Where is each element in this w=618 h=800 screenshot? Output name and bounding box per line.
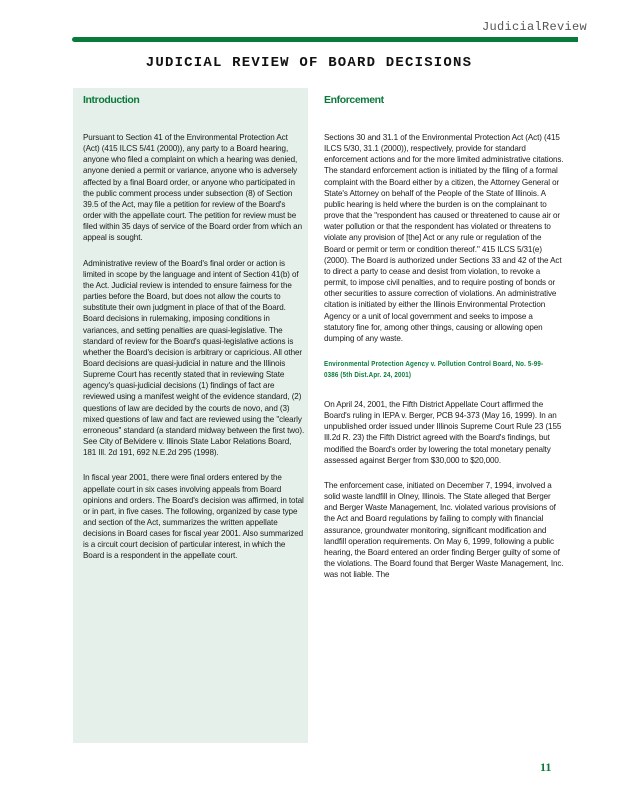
introduction-column <box>83 132 305 576</box>
page-title: JUDICIAL REVIEW OF BOARD DECISIONS <box>145 55 473 71</box>
intro-paragraph: Pursuant to Section 41 of the Environmental Protection Act (Act) (415 ILCS 5/41 (2000)), any party to a Board hearing, anyone who filed a complaint on which a hearing was denied, anyone denied a permit or variance, anyone who is adversely affected by a final Board order, or anyone who participated in the public comment process under subsection (8) of Section 39.5 of the Act, may file a petition for review of the Board's order with the appellate court. The petition for review must be filed within 35 days of service of the Board order from which an appeal is sought. <box>83 133 302 243</box>
intro-paragraph: In fiscal year 2001, there were final orders entered by the appellate court in six cases involving appeals from Board opinions and orders. The Board's decision was affirmed, in total or in part, in five cases. The following, organized by case type and section of the Act, summarizes the written appellate decisions in Board cases for fiscal year 2001. Also summarized is a circuit court decision of particular interest, in which the Board is a respondent in the appellate court. <box>83 473 304 561</box>
enforcement-heading: Enforcement <box>324 94 384 106</box>
introduction-heading: Introduction <box>83 94 140 106</box>
page-number: 11 <box>540 760 552 774</box>
header-rule <box>72 37 578 42</box>
case-paragraph: On April 24, 2001, the Fifth District Appellate Court affirmed the Board's ruling in IEPA v. Berger, PCB 94-373 (May 16, 1999). In an unpublished order issued under Illinois Supreme Court Rule 23 (155 Ill.2d R. 23) the Fifth District agreed with the Board's findings, but modified the Board's order by lowering the total monetary penalty assessed against Berger from $30,000 to $20,000. <box>324 399 562 465</box>
enforcement-paragraph: Sections 30 and 31.1 of the Environmental Protection Act (Act) (415 ILCS 5/30, 31.1 (2000)), respectively, provide for standard enforcement actions and for the more limited administrative citations. The standard enforcement action is initiated by the filing of a formal complaint with the Board either by a citizen, the Attorney General or State's Attorney on behalf of the People of the State of Illinois. A public hearing is held where the burden is on the complainant to prove that the "respondent has caused or threatened to cause air or water pollution or that the respondent has violated or threatens to violate any provision of [the] Act or any rule or regulation of the Board or permit or term or condition thereof." 415 ILCS 5/31(e) (2000). The Board is authorized under Sections 33 and 42 of the Act to direct a party to cease and desist from violation, to revoke a permit, to impose civil penalties, and to require posting of bonds or other securities to assure correction of violations. An administrative citation is initiated by either the Illinois Environmental Protection Agency or a unit of local government and seeks to impose a statutory fine for, among other things, causing or allowing open dumping of any waste. <box>324 133 564 343</box>
intro-paragraph: Administrative review of the Board's final order or action is limited in scope by the language and intent of Section 41(b) of the Act. Judicial review is intended to ensure fairness for the parties before the Board, but does not allow the courts to substitute their own judgment in place of that of the Board. Board decisions in rulemaking, imposing conditions in variances, and setting penalties are quasi-legislative. The standard of review for the Board's quasi-legislative actions is whether the Board's decision is arbitrary or capricious. All other Board decisions are quasi-judicial in nature and the Illinois Supreme Court has recently stated that in reviewing State agency's quasi-judicial decisions (1) findings of fact are reviewed using a manifest weight of the evidence standard, (2) questions of law are decided by the courts de novo, and (3) mixed questions of law and fact are reviewed using the "clearly erroneous" standard (a standard midway between the first two). See City of Belvidere v. Illinois State Labor Relations Board, 181 Ill. 2d 191, 692 N.E.2d 295 (1998). <box>83 258 305 458</box>
enforcement-column <box>324 132 564 594</box>
case-paragraph: The enforcement case, initiated on December 7, 1994, involved a solid waste landfill in Olney, Illinois. The State alleged that Berger and Berger Waste Management, Inc. violated various provisions of the Act and Board regulations by failing to comply with financial assurance, groundwater monitoring, significant modification and landfill operation requirements. On May 6, 1999, following a public hearing, the Board entered an order finding Berger guilty of some of the violations. The Board found that Berger Waste Management, Inc. was not liable. The <box>324 480 564 580</box>
case-caption: Environmental Protection Agency v. Pollution Control Board, No. 5-99-0386 (5th Dist.Apr. 24, 2001) <box>324 358 544 380</box>
running-head: JudicialReview <box>482 20 588 34</box>
